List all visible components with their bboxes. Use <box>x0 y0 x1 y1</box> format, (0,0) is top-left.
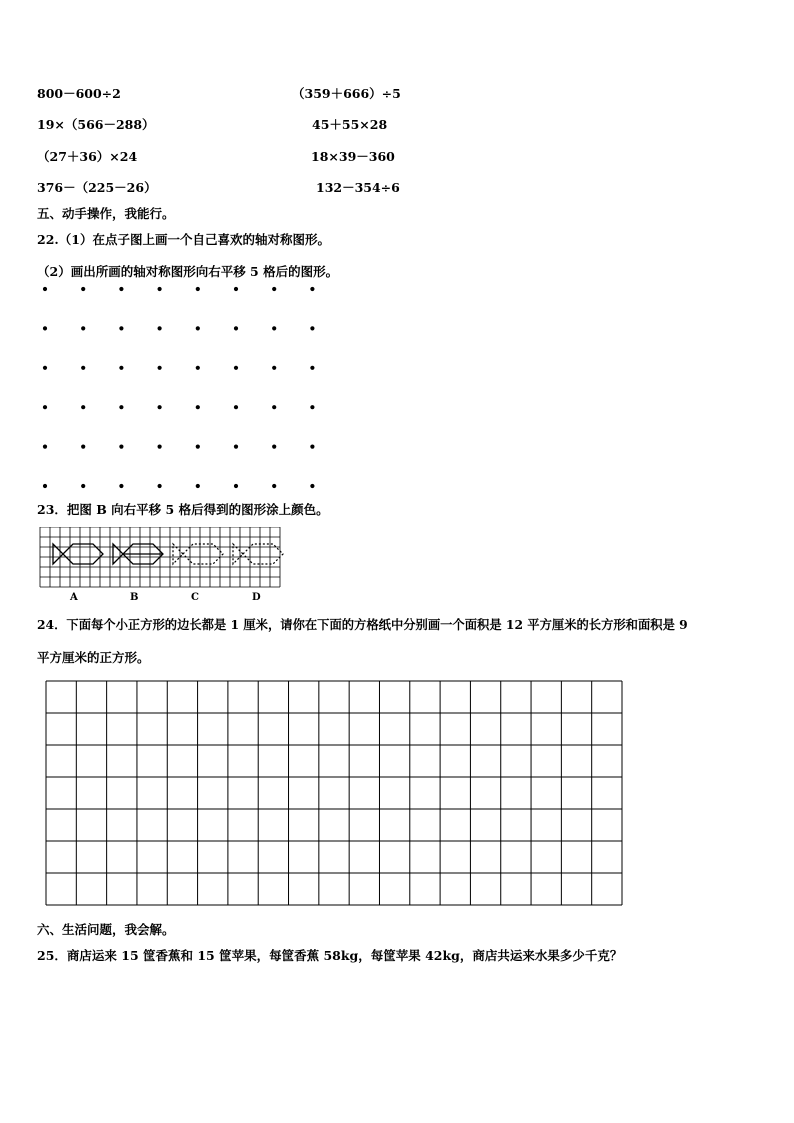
label-b: B <box>130 592 139 603</box>
grid-dot[interactable] <box>43 405 47 409</box>
grid-dot[interactable] <box>272 484 276 488</box>
grid-dot[interactable] <box>81 405 85 409</box>
grid-dot[interactable] <box>119 287 123 291</box>
grid-dot[interactable] <box>119 445 123 449</box>
grid-dot[interactable] <box>196 366 200 370</box>
calc-left-2: 19×（566－288） <box>37 117 155 132</box>
grid-dot[interactable] <box>234 445 238 449</box>
grid-dot[interactable] <box>234 326 238 330</box>
grid-dot[interactable] <box>234 287 238 291</box>
grid-dot[interactable] <box>119 405 123 409</box>
calc-left-3: （27＋36）×24 <box>37 149 138 164</box>
grid-dot[interactable] <box>272 366 276 370</box>
grid-dot[interactable] <box>43 287 47 291</box>
grid-dot[interactable] <box>81 484 85 488</box>
calc-right-4: 132－354÷6 <box>316 180 400 195</box>
calc-left-4: 376－（225－26） <box>37 180 157 195</box>
grid-dot[interactable] <box>310 484 314 488</box>
grid-dot[interactable] <box>310 445 314 449</box>
section-6-title: 六、生活问题，我会解。 <box>37 922 175 937</box>
calc-left-1: 800－600÷2 <box>37 86 121 101</box>
grid-dot[interactable] <box>234 484 238 488</box>
grid-dot[interactable] <box>196 326 200 330</box>
question-24-line-2: 平方厘米的正方形。 <box>37 650 150 665</box>
section-5-title: 五、动手操作，我能行。 <box>37 206 175 221</box>
grid-dot[interactable] <box>272 405 276 409</box>
grid-dot[interactable] <box>81 287 85 291</box>
question-24-line-1: 24．下面每个小正方形的边长都是 1 厘米，请你在下面的方格纸中分别画一个面积是 12 平方厘米的长方形和面积是 9 <box>37 617 688 632</box>
question-25: 25．商店运来 15 筐香蕉和 15 筐苹果，每筐香蕉 58kg，每筐苹果 42kg，商店共运来水果多少千克？ <box>37 948 623 963</box>
grid-dot[interactable] <box>119 484 123 488</box>
square-grid-paper[interactable] <box>45 680 623 906</box>
grid-dot[interactable] <box>310 326 314 330</box>
grid-dot[interactable] <box>234 366 238 370</box>
square-grid-lines <box>46 681 622 905</box>
label-d: D <box>252 592 261 603</box>
grid-dot[interactable] <box>81 366 85 370</box>
question-22-part-1: 22.（1）在点子图上画一个自己喜欢的轴对称图形。 <box>37 232 330 247</box>
grid-dot[interactable] <box>158 366 162 370</box>
grid-dot[interactable] <box>310 287 314 291</box>
grid-dot[interactable] <box>43 366 47 370</box>
question-23: 23．把图 B 向右平移 5 格后得到的图形涂上颜色。 <box>37 502 329 517</box>
grid-dot[interactable] <box>196 484 200 488</box>
grid-dot[interactable] <box>234 405 238 409</box>
grid-dot[interactable] <box>310 366 314 370</box>
grid-dot[interactable] <box>196 405 200 409</box>
grid-dot[interactable] <box>272 287 276 291</box>
grid-dot[interactable] <box>158 484 162 488</box>
grid-dot[interactable] <box>158 405 162 409</box>
grid-dot[interactable] <box>310 405 314 409</box>
calc-right-1: （359＋666）÷5 <box>292 86 401 101</box>
label-c: C <box>191 592 199 603</box>
grid-dot[interactable] <box>196 445 200 449</box>
grid-dot[interactable] <box>158 445 162 449</box>
grid-dot[interactable] <box>119 326 123 330</box>
grid-dot[interactable] <box>158 287 162 291</box>
grid-dot[interactable] <box>272 445 276 449</box>
calc-right-3: 18×39－360 <box>311 149 395 164</box>
label-a: A <box>70 592 78 603</box>
question-22-part-2: （2）画出所画的轴对称图形向右平移 5 格后的图形。 <box>37 264 339 279</box>
grid-dot[interactable] <box>81 445 85 449</box>
grid-dot[interactable] <box>272 326 276 330</box>
grid-dot[interactable] <box>196 287 200 291</box>
calc-right-2: 45＋55×28 <box>312 117 388 132</box>
grid-dot[interactable] <box>43 484 47 488</box>
dot-grid[interactable] <box>30 280 330 490</box>
grid-dot[interactable] <box>81 326 85 330</box>
grid-dot[interactable] <box>43 445 47 449</box>
grid-dot[interactable] <box>119 366 123 370</box>
grid-dot[interactable] <box>43 326 47 330</box>
grid-dot[interactable] <box>158 326 162 330</box>
